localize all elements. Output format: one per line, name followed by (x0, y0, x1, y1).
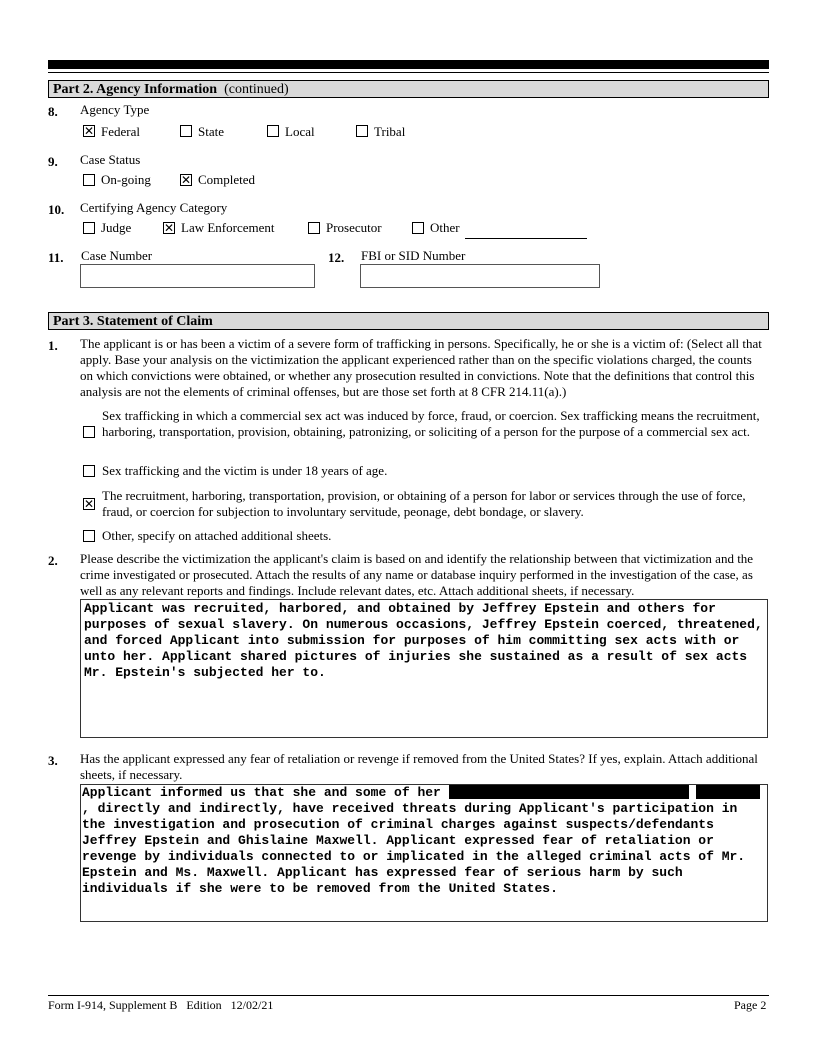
checkbox-sex-trafficking-minor[interactable] (83, 465, 95, 477)
retaliation-fear-text (82, 785, 766, 897)
checkbox-prosecutor[interactable] (308, 222, 320, 234)
redaction-block-1 (449, 785, 689, 799)
q8-label: Agency Type (80, 102, 150, 117)
checkbox-federal[interactable]: ✕ (84, 124, 95, 138)
redaction-block-2 (696, 785, 760, 799)
checkbox-tribal[interactable] (356, 125, 368, 137)
footer-rule (48, 995, 769, 996)
p3-q3-text: Has the applicant expressed any fear of retaliation or revenge if removed from the United States? If yes, explain. Attach additional sheets, if necessary. (80, 751, 758, 782)
retaliation-answer-start: Applicant informed us that she and some of her (82, 785, 441, 800)
checkbox-state[interactable] (180, 125, 192, 137)
top-rule-thin (48, 72, 769, 73)
fbi-sid-number-input[interactable] (360, 264, 600, 288)
q9-label: Case Status (80, 152, 141, 167)
checkbox-other[interactable] (412, 222, 424, 234)
victimization-description-text: Applicant was recruited, harbored, and obtained by Jeffrey Epstein and others for purposes of sexual slavery. On numerous occasions, Jeffrey Epstein coerced, threatened, and forced Applicant into submission for purposes of him committing sex acts with or unto her. Applicant shared pictures of injuries she sustained as a result of sex acts Mr. Epstein's subjected her to. (84, 601, 771, 680)
case-number-input[interactable] (80, 264, 315, 288)
q9-number: 9. (48, 154, 58, 169)
q11-number: 11. (48, 250, 64, 265)
victimization-description-textarea[interactable] (80, 599, 771, 738)
option-sex-trafficking-minor: Sex trafficking and the victim is under 18 years of age. (102, 463, 388, 478)
option-other: Other (430, 220, 460, 235)
retaliation-fear-textarea[interactable] (80, 784, 768, 922)
top-rule-thick (48, 60, 769, 69)
footer-form-edition: Form I-914, Supplement B Edition 12/02/21 (48, 998, 274, 1012)
q10-label: Certifying Agency Category (80, 200, 228, 215)
q8-number: 8. (48, 104, 58, 119)
footer-page-number: Page 2 (734, 998, 767, 1012)
p3-q3-number: 3. (48, 753, 58, 768)
checkbox-completed[interactable]: ✕ (181, 173, 192, 187)
option-state: State (198, 124, 224, 139)
part3-header (48, 312, 769, 330)
option-labor-trafficking: The recruitment, harboring, transportation, provision, or obtaining of a person for labor or services through the use of force, fraud, or coercion for subjection to involuntary servitude, peonage, debt bondage, or slavery. (102, 488, 746, 519)
part2-header (48, 80, 769, 98)
option-judge: Judge (101, 220, 132, 235)
option-sex-trafficking-force: Sex trafficking in which a commercial sex act was induced by force, fraud, or coercion. Sex trafficking means the recruitment, harboring, transportation, provision, obtaining, patronizing, or soliciting of a person for the purpose of a commercial sex act. (102, 408, 760, 439)
part2-title: Part 2. Agency Information (53, 82, 218, 97)
retaliation-answer-rest: , directly and indirectly, have received threats during Applicant's participation in the investigation and prosecution of criminal charges against suspects/defendants Jeffrey Epstein and Ghislaine Maxwell. Applicant expressed fear of retaliation or revenge by individuals connected to or implicated in the alleged criminal acts of Mr. Epstein and Ms. Maxwell. Applicant has expressed fear of serious harm by such individuals if she were to be removed from the United States. (82, 801, 753, 896)
checkbox-local[interactable] (267, 125, 279, 137)
checkbox-ongoing[interactable] (83, 174, 95, 186)
q12-number: 12. (328, 250, 345, 265)
option-prosecutor: Prosecutor (326, 220, 382, 235)
option-tribal: Tribal (374, 124, 406, 139)
checkbox-law-enforcement[interactable]: ✕ (164, 221, 175, 235)
part2-continued: (continued) (224, 82, 289, 97)
checkbox-sex-trafficking-force[interactable] (83, 426, 95, 438)
checkbox-labor-trafficking[interactable]: ✕ (84, 497, 95, 511)
p3-q1-text: The applicant is or has been a victim of a severe form of trafficking in persons. Specifically, he or she is a victim of: (Select all that apply. Base your analysis on the victimization the applicant experienced rather than on the specific violations charged, the counts on which convictions were obtained, or whether any prosecution resulted in convictions. Note that the definitions that control this analysis are not the elements of criminal offenses, but are those set forth at 8 CFR 214.11(a).) (80, 336, 762, 399)
p3-q2-number: 2. (48, 553, 58, 568)
option-law-enforcement: Law Enforcement (181, 220, 275, 235)
part3-title: Part 3. Statement of Claim (53, 314, 213, 329)
p3-q1-number: 1. (48, 338, 58, 353)
checkbox-judge[interactable] (83, 222, 95, 234)
option-completed: Completed (198, 172, 256, 187)
checkbox-other-trafficking[interactable] (83, 530, 95, 542)
option-other-trafficking: Other, specify on attached additional sheets. (102, 528, 332, 543)
option-ongoing: On-going (101, 172, 151, 187)
option-federal: Federal (101, 124, 140, 139)
p3-q2-text: Please describe the victimization the applicant's claim is based on and identify the relationship between that victimization and the crime investigated or prosecuted. Attach the results of any name or database inquiry performed in the investigation of the case, as well as any relevant reports and findings. Include relevant dates, etc. Attach additional sheets, if necessary. (80, 551, 754, 598)
other-specify-line[interactable] (465, 238, 587, 239)
option-local: Local (285, 124, 315, 139)
q10-number: 10. (48, 202, 65, 217)
q11-label: Case Number (81, 248, 153, 263)
q12-label: FBI or SID Number (361, 248, 466, 263)
